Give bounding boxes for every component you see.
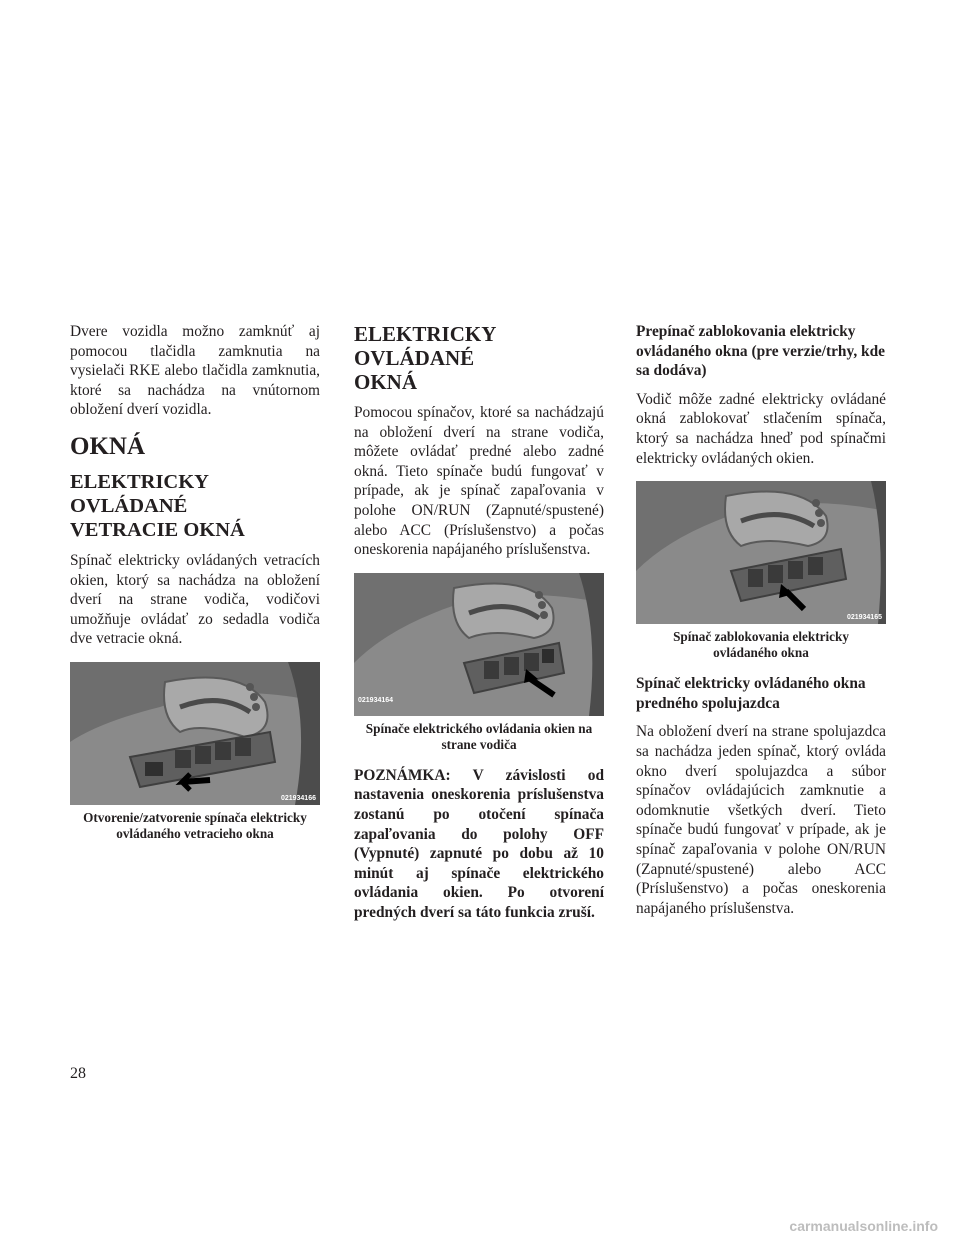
figure-code: 021934165 — [846, 614, 882, 622]
lockout-switch-figure — [636, 481, 886, 624]
figure-code: 021934166 — [280, 794, 316, 802]
column-3 — [636, 322, 886, 918]
figure-caption — [636, 629, 886, 661]
door-panel-image — [354, 573, 604, 716]
note-paragraph: POZNÁMKA: V závislosti od nastavenia oneskorenia príslušenstva zostanú po otočení spínača zapaľovania do polohy OFF (Vypnuté) zapnuté po dobu až 10 minút aj spínače elektrického ovládania okien. Po otvorení predných dverí sa táto funkcia zruší. — [354, 766, 604, 921]
caption-line1: Spínače elektrického ovládania okien na — [365, 720, 593, 736]
page-number: 28 — [70, 1065, 86, 1082]
column-2 — [354, 322, 604, 923]
vent-windows-paragraph: Spínač elektricky ovládaných vetracích okien, ktorý sa nachádza na obložení dverí na strane vodiča, vodičovi umožňuje ovládať zo sedadla vodiča dve vetracie okná. — [70, 551, 320, 648]
power-windows-title-line1: ELEKTRICKY OVLÁDANÉ — [354, 322, 496, 370]
section-title: OKNÁ — [70, 432, 145, 460]
caption-line2: strane vodiča — [441, 736, 517, 752]
figure-caption — [70, 810, 320, 842]
door-panel-image — [636, 481, 886, 624]
figure-caption — [354, 721, 604, 753]
column-1 — [70, 322, 320, 842]
vent-windows-title — [70, 470, 320, 542]
vent-windows-title-line1: ELEKTRICKY OVLÁDANÉ — [70, 470, 209, 517]
caption-line2: ovládaného vetracieho okna — [116, 825, 274, 841]
passenger-heading: Spínač elektricky ovládaného okna predného spolujazdca — [636, 675, 866, 712]
lockout-heading: Prepínač zablokovania elektricky ovládaného okna (pre verzie/trhy, kde sa dodáva) — [636, 323, 885, 380]
caption-line1: Spínač zablokovania elektricky — [673, 629, 849, 645]
vent-switch-figure — [70, 662, 320, 805]
door-panel-image — [70, 662, 320, 805]
intro-paragraph: Dvere vozidla možno zamknúť aj pomocou tlačidla zamknutia na vysielači RKE alebo tlačidla zamknutia, ktoré sa nachádza na vnútornom obložení dverí vozidla. — [70, 323, 320, 419]
footer-watermark: carmanualsonline.info — [789, 1218, 938, 1234]
vent-windows-title-line2: VETRACIE OKNÁ — [70, 518, 245, 541]
power-windows-paragraph: Pomocou spínačov, ktoré sa nachádzajú na obložení dverí na strane vodiča, môžete ovládať predné alebo zadné okná. Tieto spínače budú fungovať v prípade, ak je spínač zapaľovania v polohe ON/RUN (Zapnuté/spustené) alebo ACC (Príslušenstvo) a počas oneskorenia napájaného príslušenstva. — [354, 404, 604, 559]
power-windows-title — [354, 322, 604, 394]
passenger-paragraph: Na obložení dverí na strane spolujazdca sa nachádza jeden spínač, ktorý ovláda okno dverí spolujazdca a súbor spínačov ovládajúcich zamknutie a odomknutie všetkých dverí. Tieto spínače budú fungovať v prípade, ak je spínač zapaľovania v polohe ON/RUN (Zapnuté/spustené) alebo ACC (Príslušenstvo) a počas oneskorenia napájaného príslušenstva. — [636, 723, 886, 917]
lockout-paragraph: Vodič môže zadné elektricky ovládané okná zablokovať stlačením spínača, ktorý sa nachádza hneď pod spínačmi elektricky ovládaných okien. — [636, 390, 886, 467]
caption-line1: Otvorenie/zatvorenie spínača elektricky — [83, 809, 307, 825]
driver-switches-figure — [354, 573, 604, 716]
power-windows-title-line2: OKNÁ — [354, 370, 417, 394]
figure-code: 021934164 — [358, 696, 394, 704]
caption-line2: ovládaného okna — [713, 645, 809, 661]
